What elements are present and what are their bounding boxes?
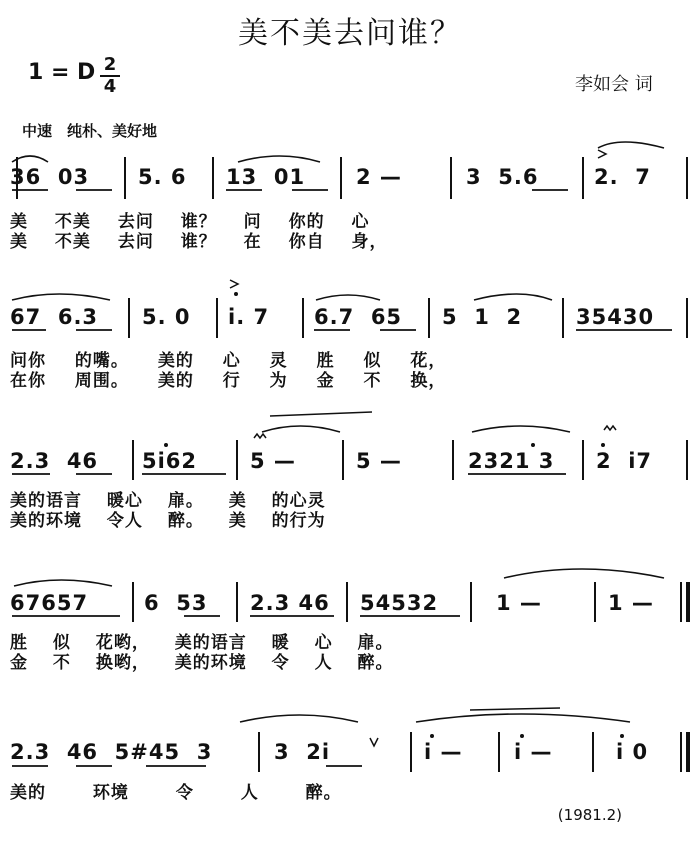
accent-mark (598, 150, 606, 158)
slur-arc (474, 294, 552, 300)
octave-dot (601, 443, 605, 447)
crescendo-line (470, 708, 560, 710)
lyric-line-2: 在你 周围。 美的 行 为 金 不 换， (10, 371, 447, 391)
octave-dot (531, 443, 535, 447)
measure: 2. 7 (594, 165, 651, 189)
measure: 6 53 (144, 591, 208, 615)
slur-arc (14, 580, 112, 586)
measure: 3 5.6 (466, 165, 539, 189)
measure: 5 — (356, 449, 402, 473)
accent-mark (230, 280, 238, 288)
measure: 5 — (250, 449, 296, 473)
lyric-line-1: 美 不美 去问 谁？ 问 你的 心 (10, 212, 370, 232)
measure: 2.3 46 5#45 3 (10, 740, 213, 764)
measure: 3 2i (274, 740, 331, 764)
octave-dot (620, 734, 624, 738)
octave-dot (234, 292, 238, 296)
slur-arc (12, 294, 110, 300)
measure: i — (514, 740, 553, 764)
measure: 5 1 2 (442, 305, 523, 329)
slur-arc (240, 715, 358, 722)
breath-mark (370, 738, 378, 746)
measure: i 0 (616, 740, 649, 764)
lyric-line-2: 美 不美 去问 谁？ 在 你自 身， (10, 232, 388, 252)
tempo-marking: 中速 纯朴、美好地 (22, 122, 158, 140)
crescendo-line (270, 412, 372, 416)
measure: 35430 (576, 305, 655, 329)
lyric-line-1: 问你 的嘴。 美的 心 灵 胜 似 花， (10, 351, 447, 371)
measure: 1 — (496, 591, 542, 615)
lyric-line-2: 金 不 换哟， 美的环境 令 人 醉。 (10, 653, 394, 673)
time-top: 2 (103, 54, 117, 75)
measure: 13 01 (226, 165, 306, 189)
slur-arc (316, 295, 380, 300)
slur-arc (472, 426, 570, 432)
measure: 2.3 46 (10, 449, 99, 473)
slur-arc (598, 142, 664, 148)
mordent-mark (604, 426, 616, 430)
lyric-line-1: 美的 环境 令 人 醉。 (10, 783, 342, 803)
measure: 2 i7 (596, 449, 653, 473)
measure: 2 — (356, 165, 402, 189)
mordent-mark (254, 434, 266, 438)
lyric-line-2: 美的环境 令人 醉。 美 的行为 (10, 511, 326, 531)
octave-dot (164, 443, 168, 447)
slur-arc (238, 156, 320, 162)
measure: 2321 3 (468, 449, 555, 473)
octave-dot (430, 734, 434, 738)
measure: 6.7 65 (314, 305, 403, 329)
lyricist-credit: 李如会 词 (575, 74, 653, 95)
octave-dot (520, 734, 524, 738)
measure: 36 03 (10, 165, 90, 189)
slur-arc (262, 426, 340, 432)
slur-arc (416, 714, 630, 722)
key-signature: 1 = D (28, 60, 96, 85)
measure: 67 6.3 (10, 305, 99, 329)
measure: 1 — (608, 591, 654, 615)
page-title: 美不美去问谁？ (238, 16, 462, 51)
measure: 5. 6 (138, 165, 187, 189)
composition-date: (1981.2) (557, 806, 622, 824)
lyric-line-1: 胜 似 花哟， 美的语言 暖 心 扉。 (10, 633, 394, 653)
time-bottom: 4 (103, 76, 117, 97)
measure: 5i62 (142, 449, 198, 473)
slur-arc (12, 156, 48, 162)
measure: 5. 0 (142, 305, 191, 329)
measure: 2.3 46 (250, 591, 330, 615)
lyric-line-1: 美的语言 暖心 扉。 美 的心灵 (10, 491, 326, 511)
measure: i. 7 (228, 305, 270, 329)
measure: 54532 (360, 591, 439, 615)
measure: 67657 (10, 591, 89, 615)
measure: i — (424, 740, 463, 764)
slur-arc (504, 569, 664, 578)
